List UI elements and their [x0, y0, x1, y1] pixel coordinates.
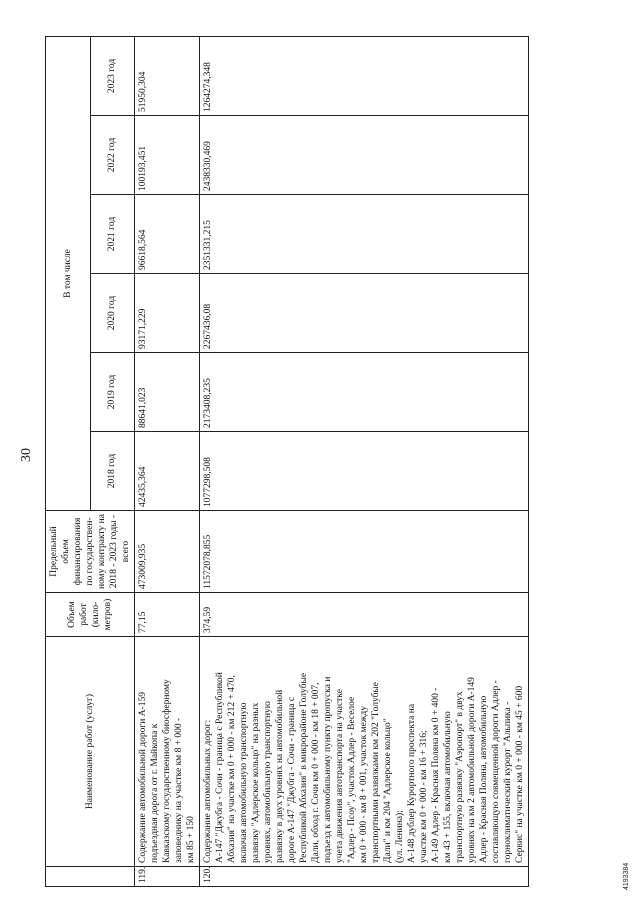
header-year-2020: 2020 год: [90, 274, 135, 353]
header-row: [46, 36, 91, 886]
row-year-2023: 1264274,348: [200, 36, 529, 115]
header-year-2019: 2019 год: [90, 353, 135, 432]
row-year-2019: 2173408,235: [200, 353, 529, 432]
header-volume-cell: Объем работ (кило-метров): [46, 593, 135, 637]
row-name: Содержание автомобильных дорог: А-147 "Джубга - Сочи - граница с Республикой Абхазия" на участке км 0 + 000 - км 212 + 470, включая автомобильную транспортную развязку "Адлерское кольцо" на разных уровнях, автомобильную транспортную развязку в двух уровнях на автомобильной дороге А-147 "Джубга - Сочи - граница с Республикой Абхазия" в микрорайоне Голубые Дали, обход г. Сочи км 0 + 000 - км 18 + 007, подъезд к автомобильному пункту пропуска и учета движения автотранспорта на участке "Адлер - Псоу", участок Адлер - Веселое км 0 + 000 - км 8 + 001, участок между транспортными развязками км 202 "Голубые Дали" и км 204 "Адлерское кольцо" (ул. Ленина); А-148 дублер Курортного проспекта на участке км 0 + 000 - км 16 + 316; А-149 Адлер - Красная Поляна км 0 + 400 - км 43 + 155, включая автомобильную транспортную развязку "Аэропорт" в двух уровнях на км 2 автомобильной дороги А-149 Адлер - Красная Поляна, автомобильную составляющую совмещенной дороги Адлер - горноклиматический курорт "Альпика - Сервис" на участке км 0 + 000 - км 45 + 600: [200, 637, 529, 867]
row-volume: 77,15: [135, 593, 200, 637]
row-number: 119.: [135, 867, 200, 887]
table-row: [200, 36, 529, 886]
row-name: Содержание автомобильной дороги А-159 подъездная дорога от г. Майкопа к Кавказскому государственному биосферному заповеднику на участке км 8 + 000 - км 85 + 150: [135, 637, 200, 867]
header-year-2021: 2021 год: [90, 195, 135, 274]
page-number: 30: [19, 448, 34, 462]
row-year-2020: 2267436,08: [200, 274, 529, 353]
row-limit: 11572078,855: [200, 511, 529, 593]
row-volume: 374,59: [200, 593, 529, 637]
row-year-2019: 88641,023: [135, 353, 200, 432]
header-num-cell: [46, 867, 135, 887]
row-year-2022: 2438330,469: [200, 116, 529, 195]
financing-table: [45, 36, 529, 887]
row-year-2021: 96618,564: [135, 195, 200, 274]
header-limit-cell: Предельный объем финансирования по государствен-ному контракту на 2018 - 2023 годы - всего: [46, 511, 135, 593]
header-year-2018: 2018 год: [90, 432, 135, 511]
row-limit: 473009,935: [135, 511, 200, 593]
table-row: [135, 36, 200, 886]
row-year-2020: 93171,229: [135, 274, 200, 353]
row-number: 120.: [200, 867, 529, 887]
row-year-2023: 51950,304: [135, 36, 200, 115]
row-year-2018: 42435,364: [135, 432, 200, 511]
header-name-cell: Наименование работ (услуг): [46, 637, 135, 867]
row-year-2018: 1077298,508: [200, 432, 529, 511]
row-year-2021: 2351331,215: [200, 195, 529, 274]
header-year-2023: 2023 год: [90, 36, 135, 115]
header-year-2022: 2022 год: [90, 116, 135, 195]
header-incl-cell: В том числе: [46, 36, 91, 510]
rotated-page-content: [5, 10, 635, 900]
document-code: 4193384: [623, 862, 630, 890]
row-year-2022: 100193,451: [135, 116, 200, 195]
